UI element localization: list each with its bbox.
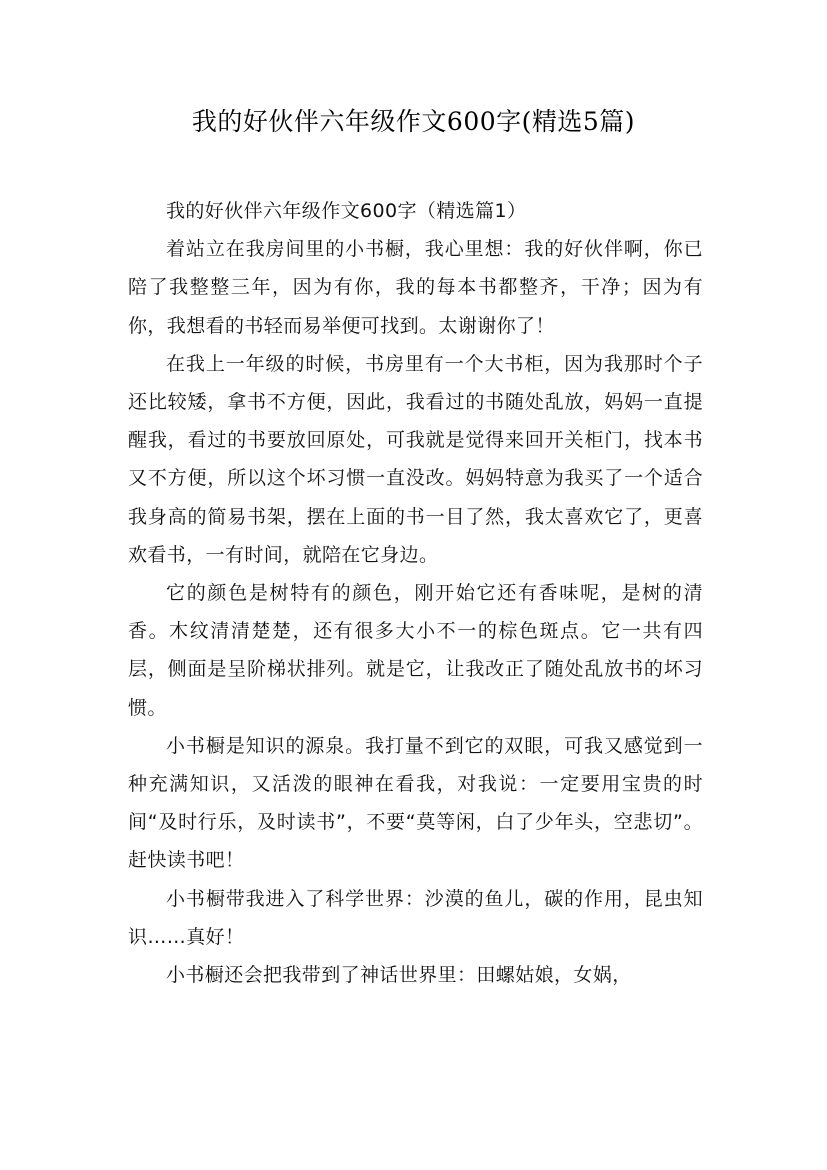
- paragraph: 着站立在我房间里的小书橱，我心里想：我的好伙伴啊，你已陪了我整整三年，因为有你，我的每本书都整齐，干净；因为有你，我想看的书轻而易举便可找到。太谢谢你了！: [128, 238, 703, 337]
- document-body: [128, 192, 703, 994]
- paragraph: 它的颜色是树特有的颜色，刚开始它还有香味呢，是树的清香。木纹清清楚楚，还有很多大小不一的棕色斑点。它一共有四层，侧面是呈阶梯状排列。就是它，让我改正了随处乱放书的坏习惯。: [128, 582, 703, 719]
- essay-heading: 我的好伙伴六年级作文600字（精选篇1）: [166, 200, 527, 222]
- paragraph: 小书橱是知识的源泉。我打量不到它的双眼，可我又感觉到一种充满知识，又活泼的眼神在看我，对我说：一定要用宝贵的时间“及时行乐，及时读书”，不要“莫等闲，白了少年头，空悲切”。赶快读书吧！: [128, 734, 703, 872]
- paragraph: 小书橱带我进入了科学世界：沙漠的鱼儿，碳的作用，昆虫知识……真好！: [128, 887, 703, 948]
- paragraph: 在我上一年级的时候，书房里有一个大书柜，因为我那时个子还比较矮，拿书不方便，因此，我看过的书随处乱放，妈妈一直提醒我，看过的书要放回原处，可我就是觉得来回开关柜门，找本书又不方便，所以这个坏习惯一直没改。妈妈特意为我买了一个适合我身高的简易书架，摆在上面的书一目了然，我太喜欢它了，更喜欢看书，一有时间，就陪在它身边。: [128, 352, 703, 566]
- document-title: 我的好伙伴六年级作文600字(精选5篇): [191, 107, 636, 136]
- paragraph: 小书橱还会把我带到了神话世界里：田螺姑娘，女娲，: [166, 964, 632, 987]
